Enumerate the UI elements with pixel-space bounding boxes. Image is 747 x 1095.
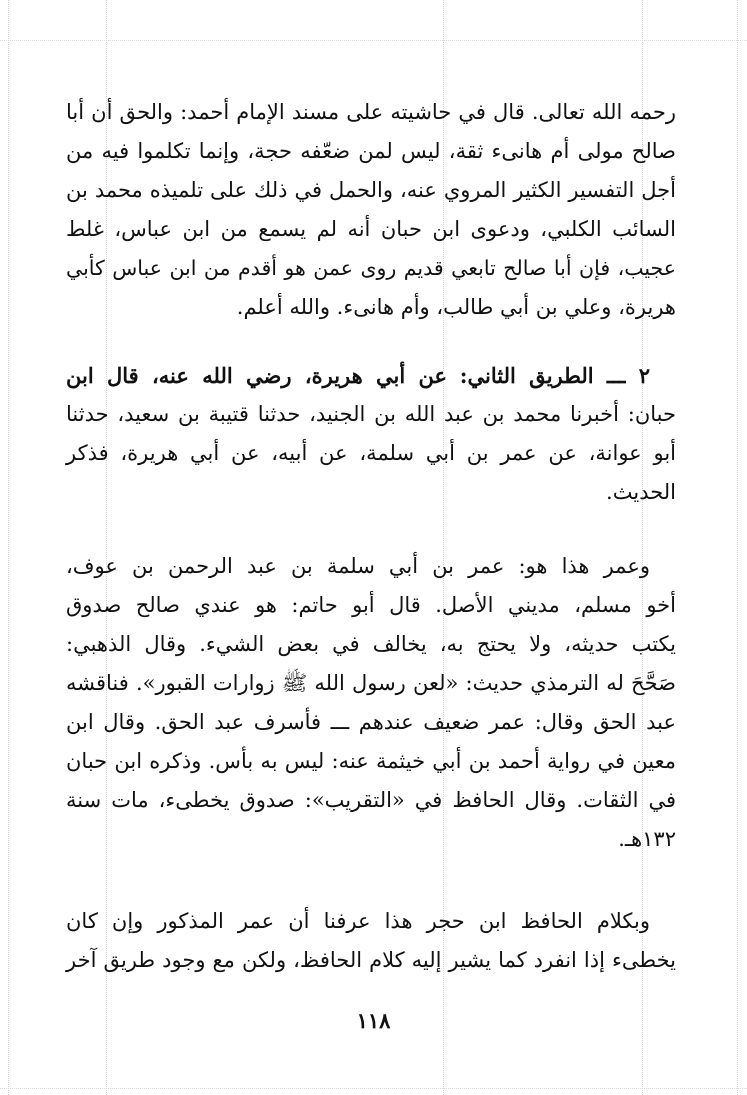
scan-guide-line (0, 1088, 747, 1089)
section-heading-continuation: عن أبي هريرة، رضي الله عنه، قال ابن (66, 363, 448, 388)
text-line (66, 356, 676, 395)
paragraph-second-route (66, 356, 676, 512)
scan-guide-line (8, 0, 9, 1095)
text-line: أجل التفسير الكثير المروي عنه، والحمل في ذلك على تلميذه محمد بن (66, 178, 676, 202)
text-line: أخو مسلم، مديني الأصل. قال أبو حاتم: هو عندي صالح صدوق (66, 593, 676, 617)
section-heading: ٢ ـــ الطريق الثاني: (459, 363, 650, 388)
text-line: وعمر هذا هو: عمر بن أبي سلمة بن عبد الرحمن بن عوف، (66, 554, 650, 578)
text-line: صالح مولى أم هانىء ثقة، ليس لمن ضعّفه حجة، وإنما تكلموا فيه من (66, 139, 676, 163)
scan-guide-line (737, 0, 738, 1095)
text-line: وبكلام الحافظ ابن حجر هذا عرفنا أن عمر المذكور وإن كان (66, 909, 650, 933)
text-line: في الثقات. وقال الحافظ في «التقريب»: صدوق يخطىء، مات سنة (66, 788, 676, 812)
text-line: معين في رواية أحمد بن أبي خيثمة عنه: ليس به بأس. وذكره ابن حبان (66, 749, 676, 773)
scan-guide-line (0, 40, 747, 41)
text-line: أبو عوانة، عن عمر بن أبي سلمة، عن أبيه، عن أبي هريرة، فذكر (66, 441, 676, 465)
paragraph-abu-salih (66, 93, 676, 327)
text-line: يخطىء إذا انفرد كما يشير إليه كلام الحافظ، ولكن مع وجود طريق آخر (66, 948, 676, 972)
page-number: ١١٨ (356, 1008, 391, 1033)
text-line: السائب الكلبي، ودعوى ابن حبان أنه لم يسمع من ابن عباس، غلط (66, 217, 676, 241)
text-line: ١٣٢هـ. (618, 827, 676, 851)
paragraph-ibn-hajar-conclusion (66, 902, 676, 980)
text-line: رحمه الله تعالى. قال في حاشيته على مسند الإمام أحمد: والحق أن أبا (66, 100, 676, 124)
text-line: عجيب، فإن أبا صالح تابعي قديم روى عمن هو أقدم من ابن عباس كأبي (66, 256, 676, 280)
text-line: الحديث. (606, 480, 676, 504)
text-line: صَحَّحَ له الترمذي حديث: «لعن رسول الله ﷺ زوارات القبور». فناقشه (66, 671, 676, 695)
text-line: هريرة، وعلي بن أبي طالب، وأم هانىء. والله أعلم. (236, 295, 676, 319)
text-line: يكتب حديثه، ولا يحتج به، يخالف في بعض الشيء. وقال الذهبي: (66, 632, 676, 656)
text-line: حبان: أخبرنا محمد بن عبد الله بن الجنيد، حدثنا قتيبة بن سعيد، حدثنا (66, 402, 676, 426)
paragraph-umar-ibn-abi-salama (66, 547, 676, 859)
text-line: عبد الحق وقال: عمر ضعيف عندهم ـــ فأسرف عبد الحق. وقال ابن (66, 710, 676, 734)
